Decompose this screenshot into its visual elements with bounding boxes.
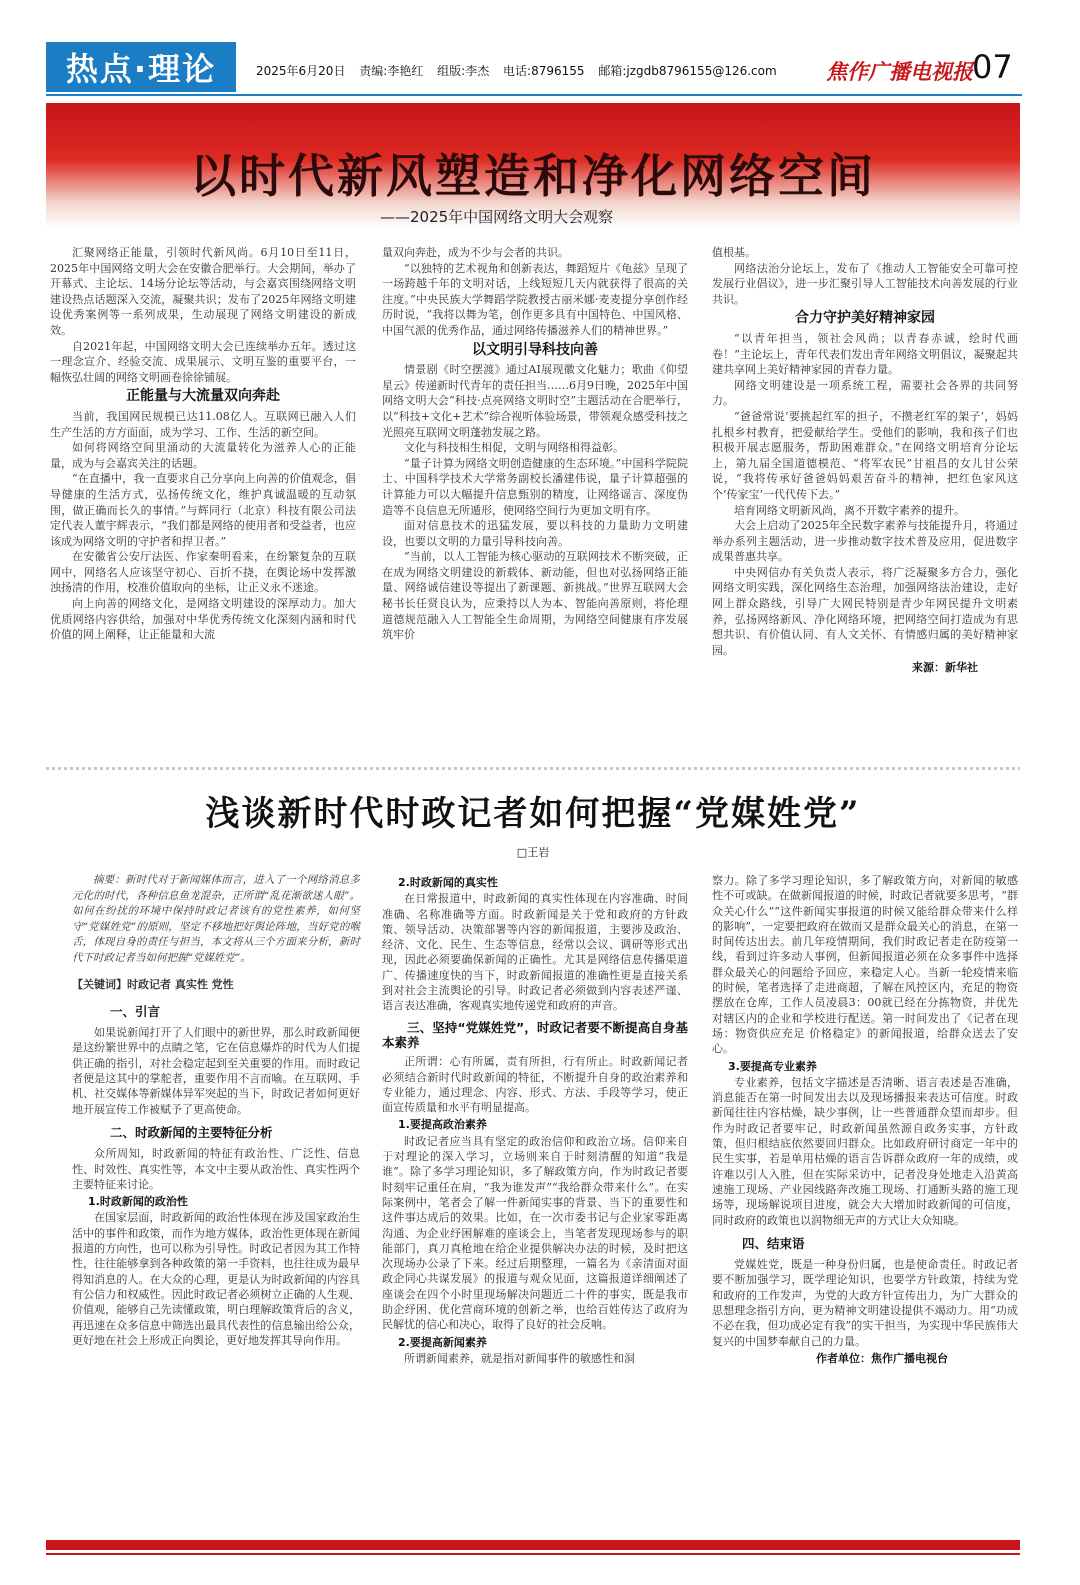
paragraph: 网络文明建设是一项系统工程，需要社会各界的共同努力。 xyxy=(712,378,1018,408)
layout-credit: 组版:李杰 xyxy=(437,64,490,78)
paragraph: 情景剧《时空摆渡》通过AI展现徽文化魅力；歌曲《仰望星云》传递新时代青年的责任担当……6月9日晚，2025年中国网络文明大会“科技·点亮网络文明时空”主题活动在合肥举行，以“科技+文化+艺术”综合视听体验场景，带领观众感受科技之光照亮互联网文明蓬勃发展之路。 xyxy=(382,363,688,439)
article1-column-3 xyxy=(712,245,1018,676)
paragraph: 所谓新闻素养，就是指对新闻事件的敏感性和洞 xyxy=(404,1351,635,1365)
paragraph: 在日常报道中，时政新闻的真实性体现在内容准确、时间准确、名称准确等方面。时政新闻是关于党和政府的方针政策、领导活动、决策部署等内容的新闻报道，主要涉及政治、经济、文化、民生、生态等信息，经常以会议、调研等形式出现，因此必须要确保新闻的正确性。尤其是网络信息传播渠道广、传播速度快的当下，时政新闻报道的准确性更是直接关系到对社会主流舆论的引导。时政记者必须做到内容表述严谨、语言表达准确，客观真实地传递党和政府的声音。 xyxy=(382,892,688,1013)
article2-author: □王岩 xyxy=(516,846,550,859)
editor-credit: 责编:李艳红 xyxy=(359,64,424,78)
section-heading: 二、时政新闻的主要特征分析 xyxy=(110,1124,273,1140)
paragraph: 文化与科技相生相促，文明与网络相得益彰。 xyxy=(404,441,624,455)
abstract: 摘要：新时代对于新闻媒体而言，进入了一个网络消息多元化的时代，各种信息鱼龙混杂，正所谓“乱花渐欲迷人眼”。如何在纷扰的环境中保持时政记者该有的党性素养，如何坚守“党媒姓党”的原则，坚定不移地把好舆论阵地，当好党的喉舌，体现自身的责任与担当，本文将从三个方面来分析，新时代下时政记者当如何把握“党媒姓党”。 xyxy=(72,874,360,964)
paragraph: 网络法治分论坛上，发布了《推动人工智能安全可靠可控发展行业倡议》，进一步汇聚引导人工智能技术向善发展的行业共识。 xyxy=(712,261,1018,306)
paragraph: 众所周知，时政新闻的特征有政治性、广泛性、信息性、时效性、真实性等，本文中主要从政治性、真实性两个主要特征来讨论。 xyxy=(72,1147,360,1191)
footer-bar xyxy=(46,1540,1020,1550)
article1-source: 来源：新华社 xyxy=(912,661,978,675)
article2-column-3 xyxy=(712,873,1018,1366)
footer-rule xyxy=(46,1553,1020,1555)
section-heading: 一、引言 xyxy=(110,1003,161,1019)
subsection-heading: 3.要提高专业素养 xyxy=(728,1059,817,1073)
paragraph: “以青年担当，领社会风尚；以青春赤诚，绘时代画卷！”主论坛上，青年代表们发出青年网络文明倡议，凝聚起共建共享网上美好精神家园的青春力量。 xyxy=(712,331,1018,377)
paragraph: 如何将网络空间里涌动的大流量转化为滋养人心的正能量，成为与会嘉宾关注的话题。 xyxy=(50,441,356,470)
article1-title: 以时代新风塑造和净化网络空间 xyxy=(190,149,876,203)
paragraph: 大会上启动了2025年全民数字素养与技能提升月，将通过举办系列主题活动，进一步推动数字技术普及应用，促进数字成果普惠共享。 xyxy=(712,519,1018,564)
article2-column-1 xyxy=(72,873,360,1348)
paragraph: 察力。除了多学习理论知识，多了解政策方向，对新闻的敏感性不可或缺。在做新闻报道的时候，时政记者就要多思考，“群众关心什么”“这件新闻实事报道的时候又能给群众带来什么样的影响”，一定要把政府在做而又是群众最关心的消息，在第一时间传达出去。前几年疫情期间，我们时政记者走在防疫第一线，看到过许多动人事例，但新闻报道必须在众多事件中选择群众最关心的问题给予回应，来稳定人心。当新一轮疫情来临的时候，笔者选择了走进商超，了解在风控区内，充足的物资摆放在仓库，工作人员凌晨3：00就已经在分拣物资，并优先对辖区内的企业和学校进行配送。第一时间发出了《记者在现场：物资供应充足 价格稳定》的新闻报道，给群众送去了安心。 xyxy=(712,874,1018,1056)
paragraph: 在安徽省公安厅法医、作家秦明看来，在纷繁复杂的互联网中，网络名人应该坚守初心、百折不挠，在舆论场中发挥激浊扬清的作用，校准价值取向的坐标，让正义永不迷途。 xyxy=(50,550,356,595)
paragraph: 当前，我国网民规模已达11.08亿人。互联网已融入人们生产生活的方方面面，成为学习、工作、生活的新空间。 xyxy=(50,409,356,439)
article2-title: 浅谈新时代时政记者如何把握“党媒姓党” xyxy=(205,794,861,834)
subheading: 以文明引导科技向善 xyxy=(472,341,598,358)
paragraph: 向上向善的网络文化，是网络文明建设的深厚动力。加大优质网络内容供给，加强对中华优秀传统文化深刻内涵和时代价值的网上阐释，让正能量和大流 xyxy=(50,597,356,642)
subheading: 正能量与大流量双向奔赴 xyxy=(126,388,280,405)
article2-column-2 xyxy=(382,873,688,1366)
paragraph: 量双向奔赴，成为不少与会者的共识。 xyxy=(382,246,569,259)
phone: 电话:8796155 xyxy=(503,64,585,78)
paragraph: 如果说新闻打开了人们眼中的新世界，那么时政新闻便是这纷繁世界中的点睛之笔，它在信息爆炸的时代为人们提供正确的指引，对社会稳定起到至关重要的作用。而时政记者便是这其中的掌舵者，重要作用不言而喻。在互联网、手机、社交媒体等新媒体异军突起的当下，时政记者如何更好地开展宣传工作被赋予了更高使命。 xyxy=(72,1026,360,1116)
section-tag: 热点·理论 xyxy=(46,42,236,92)
newspaper-masthead-logo: 焦作广播电视报 xyxy=(826,59,973,84)
paragraph: 专业素养，包括文字描述是否清晰、语言表述是否准确，消息能否在第一时间发出去以及现场播报来表达可信度。时政新闻往往内容枯燥，缺少事例，让一些普通群众望而却步。但作为时政记者要牢记，时政新闻虽然源自政务实事，方针政策，但归根结底依然要回归群众。比如政府研讨商定一年中的民生实事，若是单用枯燥的语言告诉群众政府一年的成绩，或许难以引人入胜，但在实际采访中，记者没身处地走入沿黄高速施工现场、产业园线路奔改施工现场、打通断头路的施工现场等，现场解说项目进度，就会大大增加时政新闻的可信度，同时政府的政策也以润物细无声的方式让大众知晓。 xyxy=(712,1075,1018,1227)
paragraph: 汇聚网络正能量，引领时代新风尚。6月10日至11日，2025年中国网络文明大会在安徽合肥举行。大会期间，举办了开幕式、主论坛、14场分论坛等活动，与会嘉宾围绕网络文明建设热点话题深入交流，凝聚共识；发布了2025年网络文明建设优秀案例等一系列成果，生动展现了网络文明建设的新成效。 xyxy=(50,246,356,337)
page-number: 07 xyxy=(972,48,1013,86)
keywords: 【关键词】时政记者 真实性 党性 xyxy=(72,977,234,991)
paragraph: 正所谓：心有所属，责有所担，行有所止。时政新闻记者必须结合新时代时政新闻的特征，不断提升自身的政治素养和专业能力，通过理念、内容、形式、方法、手段等学习，使正面宣传质量和水平有明显提高。 xyxy=(382,1055,688,1115)
paragraph: 面对信息技术的迅猛发展，要以科技的力量助力文明建设，也要以文明的力量引导科技向善。 xyxy=(382,519,688,548)
paragraph: 时政记者应当具有坚定的政治信仰和政治立场。信仰来自于对理论的深入学习，立场则来自于时刻清醒的知道“我是谁”。除了多学习理论知识，多了解政策方向，作为时政记者要时刻牢记重任在肩，“我为谁发声”“我给群众带来什么”。在实际案例中，笔者会了解一件新闻实事的背景、当下的重要性和这件事达成后的效果。比如，在一次市委书记与企业家零距离沟通、为企业纾困解难的座谈会上，当笔者发现现场参与的职能部门，真刀真枪地在给企业提供解决办法的时候，及时把这次现场办公录了下来。经过后期整理，一篇名为《亲清面对面 政企同心共谋发展》的报道与观众见面，这篇报道详细阐述了座谈会在四个小时里现场解决问题近二十件的事实，既是我市助企纾困、优化营商环境的创新之举，也给百姓传达了政府为民解忧的信心和决心，取得了良好的社会反响。 xyxy=(382,1134,688,1332)
paragraph: “量子计算为网络文明创造健康的生态环境。”中国科学院院士、中国科学技术大学常务副校长潘建伟说，量子计算超强的计算能力可以大幅提升信息甄别的精度，让网络谣言、深度伪造等不良信息无所遁形，使网络空间行为更加文明有序。 xyxy=(382,456,688,517)
paragraph: 中央网信办有关负责人表示，将广泛凝聚多方合力，强化网络文明实践，深化网络生态治理，加强网络法治建设，走好网上群众路线，引导广大网民特别是青少年网民提升文明素养，弘扬网络新风、净化网络环境，把网络空间打造成为有思想共识、有价值认同、有人文关怀、有情感归属的美好精神家园。 xyxy=(712,565,1018,657)
paragraph: 自2021年起，中国网络文明大会已连续举办五年。透过这一理念宣介、经验交流、成果展示、文明互鉴的重要平台，一幅恢弘壮阔的网络文明画卷徐徐铺展。 xyxy=(50,339,356,384)
article1-column-2 xyxy=(382,245,688,643)
subsection-heading: 1.时政新闻的政治性 xyxy=(88,1195,188,1209)
author-affiliation: 作者单位：焦作广播电视台 xyxy=(816,1351,948,1365)
paragraph: “以独特的艺术视角和创新表达，舞蹈短片《龟兹》呈现了一场跨越千年的文明对话，上线短短几天内就获得了很高的关注度。”中央民族大学舞蹈学院教授古丽米娜·麦麦提分享创作经历时说，“我将以舞为笔，创作更多具有中国特色、中国风格、中国气派的优秀作品，通过网络传播滋养人们的精神世界。” xyxy=(382,261,688,337)
header-rule xyxy=(46,94,1022,96)
page-meta xyxy=(256,62,787,79)
article1-subtitle: ——2025年中国网络文明大会观察 xyxy=(380,208,614,226)
subsection-heading: 2.时政新闻的真实性 xyxy=(398,876,498,889)
section-heading: 三、坚持“党媒姓党”，时政记者要不断提高自身基本素养 xyxy=(382,1019,688,1050)
paragraph: 值根基。 xyxy=(712,246,756,259)
subheading: 合力守护美好精神家园 xyxy=(795,310,935,327)
section-divider xyxy=(46,767,1020,770)
paragraph: 培育网络文明新风尚，离不开数字素养的提升。 xyxy=(734,503,965,517)
subsection-heading: 2.要提高新闻素养 xyxy=(398,1335,487,1349)
issue-date: 2025年6月20日 xyxy=(256,64,346,78)
paragraph: “当前，以人工智能为核心驱动的互联网技术不断突破，正在成为网络文明建设的新载体、新动能，但也对弘扬网络正能量、网络诚信建设等提出了新课题、新挑战。”世界互联网大会秘书长任贤良认为，应秉持以人为本、智能向善原则，将伦理道德规范融入人工智能全生命周期，为网络空间健康有序发展筑牢价 xyxy=(382,550,688,642)
section-heading: 四、结束语 xyxy=(742,1235,805,1251)
paragraph: “在直播中，我一直要求自己分享向上向善的价值观念，倡导健康的生活方式，弘扬传统文化，维护真诚温暖的互动氛围，做正确而长久的事情。”与辉同行（北京）科技有限公司法定代表人董宇辉表示，“我们都是网络的使用者和受益者，也应该成为网络文明的守护者和捍卫者。” xyxy=(50,472,356,548)
email: 邮箱:jzgdb8796155@126.com xyxy=(598,64,777,78)
paragraph: “爸爸常说‘要挑起红军的担子，不攒老红军的架子’，妈妈扎根乡村教育，把爱献给学生。受他们的影响，我和孩子们也积极开展志愿服务，帮助困难群众。”在网络文明培育分论坛上，第九届全国道德模范、“将军农民”甘祖昌的女儿甘公荣说，“我将传承好爸爸妈妈艰苦奋斗的精神，把红色家风这个‘传家宝’一代代传下去。” xyxy=(712,409,1018,501)
subsection-heading: 1.要提高政治素养 xyxy=(398,1118,487,1132)
paragraph: 党媒姓党，既是一种身份归属，也是使命责任。时政记者要不断加强学习，既学理论知识，也要学方针政策，持续为党和政府的工作发声，为党的大政方针宣传出力，为广大群众的思想理念指引方向，更为精神文明建设提供不竭动力。用“功成不必在我，但功成必定有我”的实干担当，为实现中华民族伟大复兴的中国梦奉献自己的力量。 xyxy=(712,1258,1018,1348)
paragraph: 在国家层面，时政新闻的政治性体现在涉及国家政治生活中的事件和政策，而作为地方媒体，政治性更体现在新闻报道的方向性，也可以称为引导性。时政记者因为其工作特性，往往能够拿到各种政策的第一手资料，也往往成为最早得知消息的人。在大众的心理，更是认为时政新闻的内容具有公信力和权威性。因此时政记者必须树立正确的人生观、价值观，能够自己先读懂政策，明白理解政策背后的含义，再迅速在众多信息中筛选出最具代表性的信息输出给公众，更好地在社会上形成正向舆论，更好地发挥其导向作用。 xyxy=(72,1211,360,1347)
article1-column-1 xyxy=(50,245,356,643)
